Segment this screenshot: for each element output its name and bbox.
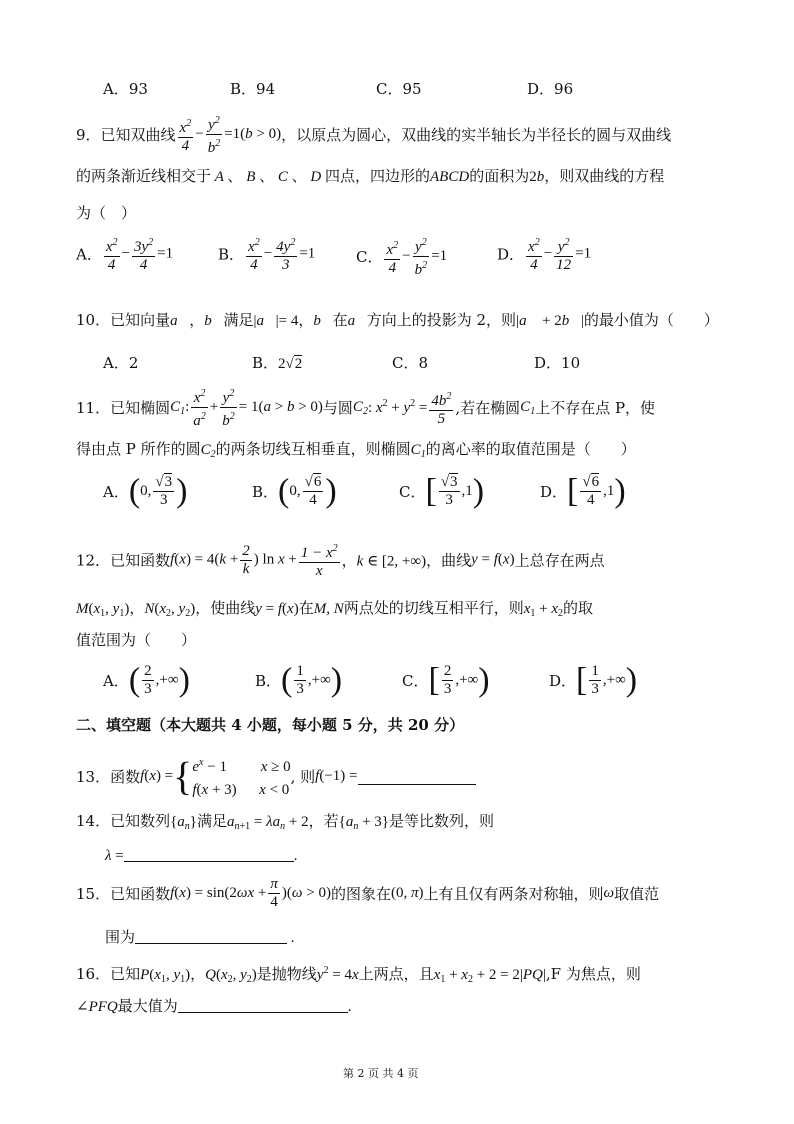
section-title-fill-in: 二、填空题（本大题共 4 小题，每小题 5 分，共 20 分） (76, 716, 465, 734)
q12-option-a: A．( $\frac{2}{3}$ ,+∞) (103, 661, 190, 699)
q8-option-c: C．95 (376, 80, 422, 98)
q8-option-a: A．93 (103, 80, 148, 98)
q11-option-a: A．(0, $\frac{√3}{3}$ ) (103, 472, 188, 510)
question-12-line-3: 值范围为（ ） (76, 631, 197, 649)
q12-option-b: B．( $\frac{1}{3}$ ,+∞) (255, 661, 343, 699)
q9-option-d: D． $\frac{x^2}{4}$ − $\frac{y^2}{12}$ =1 (497, 234, 591, 274)
page-footer: 第 2 页 共 4 页 (343, 1067, 419, 1080)
q12-option-d: D．[ $\frac{1}{3}$ ,+∞) (549, 661, 638, 699)
question-16-line-2: ∠PFQ最大值为 . (76, 997, 352, 1015)
q10-option-d: D．10 (534, 354, 581, 372)
q11-option-b: B．(0, $\frac{√6}{4}$ ) (252, 472, 337, 510)
q9-option-b: B． $\frac{x^2}{4}$ − $\frac{4y^2}{3}$ =1 (218, 234, 315, 274)
q8-option-b: B．94 (230, 80, 276, 98)
q12-option-c: C．[ $\frac{2}{3}$ ,+∞) (402, 661, 490, 699)
question-15-line-2: 围为 . (105, 928, 295, 946)
q9-option-c: C． $\frac{x^2}{4}$ − $\frac{y^2}{b^2}$ =1 (356, 234, 447, 279)
q9-option-a: A． $\frac{x^2}{4}$ − $\frac{3y^2}{4}$ =1 (76, 234, 173, 274)
q10-option-a: A．2 (103, 354, 139, 372)
question-14-line-2: λ = . (105, 848, 298, 864)
question-15-line-1: 15．已知函数f(x) = sin(2ωx + $\frac{\pi}{4}$ )(ω > 0)的图象在(0, π)上有且仅有两条对称轴，则ω取值范 (76, 876, 660, 910)
question-10-stem: 10．已知向量a⃗，b⃗满足|a⃗|= 4，b⃗在a⃗方向上的投影为 2，则|a⃗ + 2b⃗|的最小值为（ ） (76, 311, 719, 329)
question-12-line-2: $M(x_1$, $y_1$)，$N(x_2$, $y_2$)，使曲线y = f(x)在M, N两点处的切线互相平行，则$x_1 + x_2$的取 (76, 599, 594, 619)
question-11-line-1: 11．已知椭圆$C_1$: $\frac{x^2}{a^2}$ + $\frac{y^2}{b^2}$ = 1(a > b > 0)与圆$C_2$: $x^2 + y^2$ = $\frac{4b^2}{5}$ ,若在椭圆$C_1$上不存在点 P，使 (76, 385, 655, 430)
question-9-line-1: 9．已知双曲线 $\frac{x^2}{4}$ − $\frac{y^2}{b^2}$ =1(b > 0)，以原点为圆心，双曲线的实半轴长为半径长的圆与双曲线 (76, 112, 671, 157)
question-14-line-1: 14．已知数列$\{a_n\}$满足$a_{n+1} = \lambda a_n + 2$，若$\{a_n + 3\}$是等比数列，则 (76, 812, 494, 832)
question-12-line-1: 12．已知函数f(x) = 4(k + $\frac{2}{k}$ ) ln x + $\frac{1 - x^2}{x}$ ，k ∈ [2, +∞)，曲线y = f(x)上总存在两点 (76, 540, 605, 580)
question-9-line-2: 的两条渐近线相交于 A 、 B 、 C 、 D 四点，四边形的ABCD的面积为2b，则双曲线的方程 (76, 167, 665, 185)
q10-option-c: C．8 (392, 354, 429, 372)
q10-option-b: B．2√2 (252, 354, 303, 372)
question-16-line-1: 16．已知$P(x_1$, $y_1$)，$Q(x_2$, $y_2$)是抛物线$y^2 = 4x$上两点，且$x_1 + x_2 + 2 = 2|PQ|,F$ 为焦点，则 (76, 965, 641, 985)
question-13: 13．函数f(x) ={ $e^x - 1$ x ≥ 0 f(x + 3) x < 0 , 则f(−1) = (76, 751, 476, 802)
question-11-line-2: 得由点 P 所作的圆$C_2$的两条切线互相垂直，则椭圆$C_1$的离心率的取值范围是（ ） (76, 440, 636, 460)
q11-option-d: D．[ $\frac{√6}{4}$ ,1) (540, 472, 626, 510)
question-9-line-3: 为（ ） (76, 204, 137, 222)
q11-option-c: C．[ $\frac{√3}{3}$ ,1) (399, 472, 485, 510)
q8-option-d: D．96 (527, 80, 574, 98)
